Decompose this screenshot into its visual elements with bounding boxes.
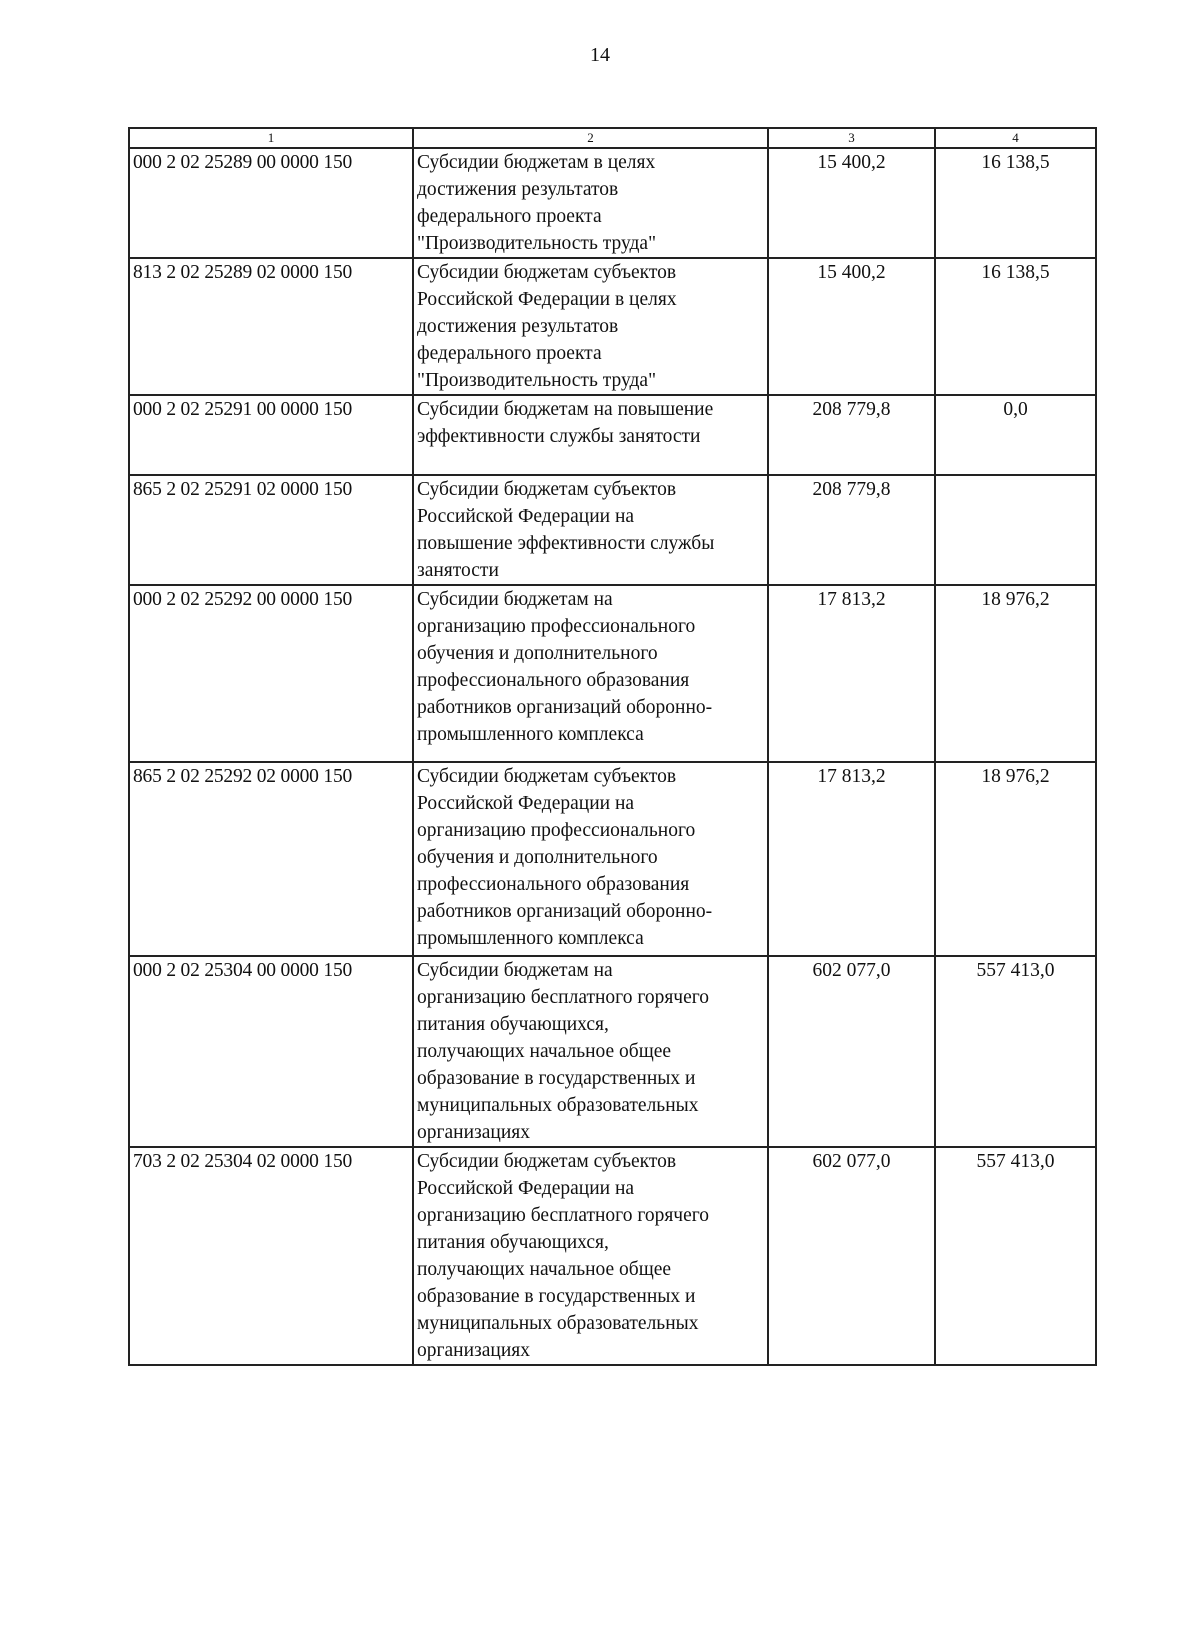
description-line: Субсидии бюджетам на повышение (417, 399, 714, 420)
description-cell (413, 762, 768, 956)
amount-column-3-cell: 602 077,0 (768, 1147, 935, 1365)
budget-code-cell: 000 2 02 25291 00 0000 150 (129, 395, 413, 475)
amount-column-4-cell: 557 413,0 (935, 956, 1096, 1147)
description-line: достижения результатов (417, 179, 619, 200)
description-line: образование в государственных и (417, 1286, 696, 1307)
table-row (129, 762, 1096, 956)
table-row (129, 148, 1096, 258)
page-number: 14 (590, 44, 610, 66)
amount-column-4-cell: 0,0 (935, 395, 1096, 475)
amount-column-3-cell: 208 779,8 (768, 475, 935, 585)
description-line: "Производительность труда" (417, 233, 657, 254)
amount-column-3-cell: 15 400,2 (768, 258, 935, 395)
column-header-4: 4 (935, 128, 1096, 148)
table-row (129, 956, 1096, 1147)
description-line: получающих начальное общее (417, 1259, 672, 1280)
description-line: профессионального образования (417, 670, 690, 691)
description-line: Субсидии бюджетам в целях (417, 152, 656, 173)
description-line: промышленного комплекса (417, 928, 644, 949)
description-line: "Производительность труда" (417, 370, 657, 391)
description-line: Российской Федерации на (417, 793, 635, 814)
amount-column-3-cell: 602 077,0 (768, 956, 935, 1147)
description-line: Субсидии бюджетам субъектов (417, 766, 677, 787)
description-line: муниципальных образовательных (417, 1095, 699, 1116)
description-line: организациях (417, 1122, 530, 1143)
description-cell (413, 395, 768, 475)
amount-column-4-cell: 557 413,0 (935, 1147, 1096, 1365)
description-line: Российской Федерации на (417, 506, 635, 527)
description-cell (413, 585, 768, 762)
description-cell (413, 1147, 768, 1365)
budget-code-cell: 000 2 02 25304 00 0000 150 (129, 956, 413, 1147)
description-line: питания обучающихся, (417, 1232, 609, 1253)
amount-column-3-cell: 17 813,2 (768, 762, 935, 956)
description-line: обучения и дополнительного (417, 643, 658, 664)
description-cell (413, 258, 768, 395)
description-line: достижения результатов (417, 316, 619, 337)
description-line: Субсидии бюджетам на (417, 960, 613, 981)
table-row (129, 585, 1096, 762)
description-line: Субсидии бюджетам на (417, 589, 613, 610)
budget-code-cell: 703 2 02 25304 02 0000 150 (129, 1147, 413, 1365)
column-header-2: 2 (413, 128, 768, 148)
table-body (129, 148, 1096, 1365)
description-line: образование в государственных и (417, 1068, 696, 1089)
description-cell (413, 148, 768, 258)
amount-column-4-cell: 18 976,2 (935, 762, 1096, 956)
amount-column-4-cell: 16 138,5 (935, 258, 1096, 395)
description-line: федерального проекта (417, 206, 602, 227)
column-header-3: 3 (768, 128, 935, 148)
description-line: Российской Федерации в целях (417, 289, 677, 310)
table-row (129, 1147, 1096, 1365)
amount-column-4-cell (935, 475, 1096, 585)
budget-code-cell: 813 2 02 25289 02 0000 150 (129, 258, 413, 395)
amount-column-3-cell: 15 400,2 (768, 148, 935, 258)
budget-table (128, 127, 1097, 1366)
budget-code-cell: 865 2 02 25291 02 0000 150 (129, 475, 413, 585)
description-line: эффективности службы занятости (417, 426, 701, 447)
description-line: Субсидии бюджетам субъектов (417, 262, 677, 283)
table-header (129, 128, 1096, 148)
description-line: организацию бесплатного горячего (417, 987, 710, 1008)
column-header-1: 1 (129, 128, 413, 148)
description-cell (413, 475, 768, 585)
description-line: федерального проекта (417, 343, 602, 364)
description-line: профессионального образования (417, 874, 690, 895)
budget-code-cell: 865 2 02 25292 02 0000 150 (129, 762, 413, 956)
description-line: муниципальных образовательных (417, 1313, 699, 1334)
budget-code-cell: 000 2 02 25289 00 0000 150 (129, 148, 413, 258)
table-row (129, 475, 1096, 585)
table-row (129, 258, 1096, 395)
amount-column-4-cell: 16 138,5 (935, 148, 1096, 258)
description-line: повышение эффективности службы (417, 533, 715, 554)
description-line: организациях (417, 1340, 530, 1361)
description-cell (413, 956, 768, 1147)
description-line: организацию профессионального (417, 820, 696, 841)
description-line: промышленного комплекса (417, 724, 644, 745)
amount-column-3-cell: 17 813,2 (768, 585, 935, 762)
description-line: Субсидии бюджетам субъектов (417, 1151, 677, 1172)
amount-column-4-cell: 18 976,2 (935, 585, 1096, 762)
table-row (129, 395, 1096, 475)
description-line: работников организаций оборонно- (417, 901, 713, 922)
description-line: занятости (417, 560, 499, 581)
budget-code-cell: 000 2 02 25292 00 0000 150 (129, 585, 413, 762)
description-line: обучения и дополнительного (417, 847, 658, 868)
header-row (129, 128, 1096, 148)
description-line: питания обучающихся, (417, 1014, 609, 1035)
description-line: Российской Федерации на (417, 1178, 635, 1199)
description-line: организацию бесплатного горячего (417, 1205, 710, 1226)
description-line: работников организаций оборонно- (417, 697, 713, 718)
description-line: Субсидии бюджетам субъектов (417, 479, 677, 500)
description-line: получающих начальное общее (417, 1041, 672, 1062)
amount-column-3-cell: 208 779,8 (768, 395, 935, 475)
description-line: организацию профессионального (417, 616, 696, 637)
